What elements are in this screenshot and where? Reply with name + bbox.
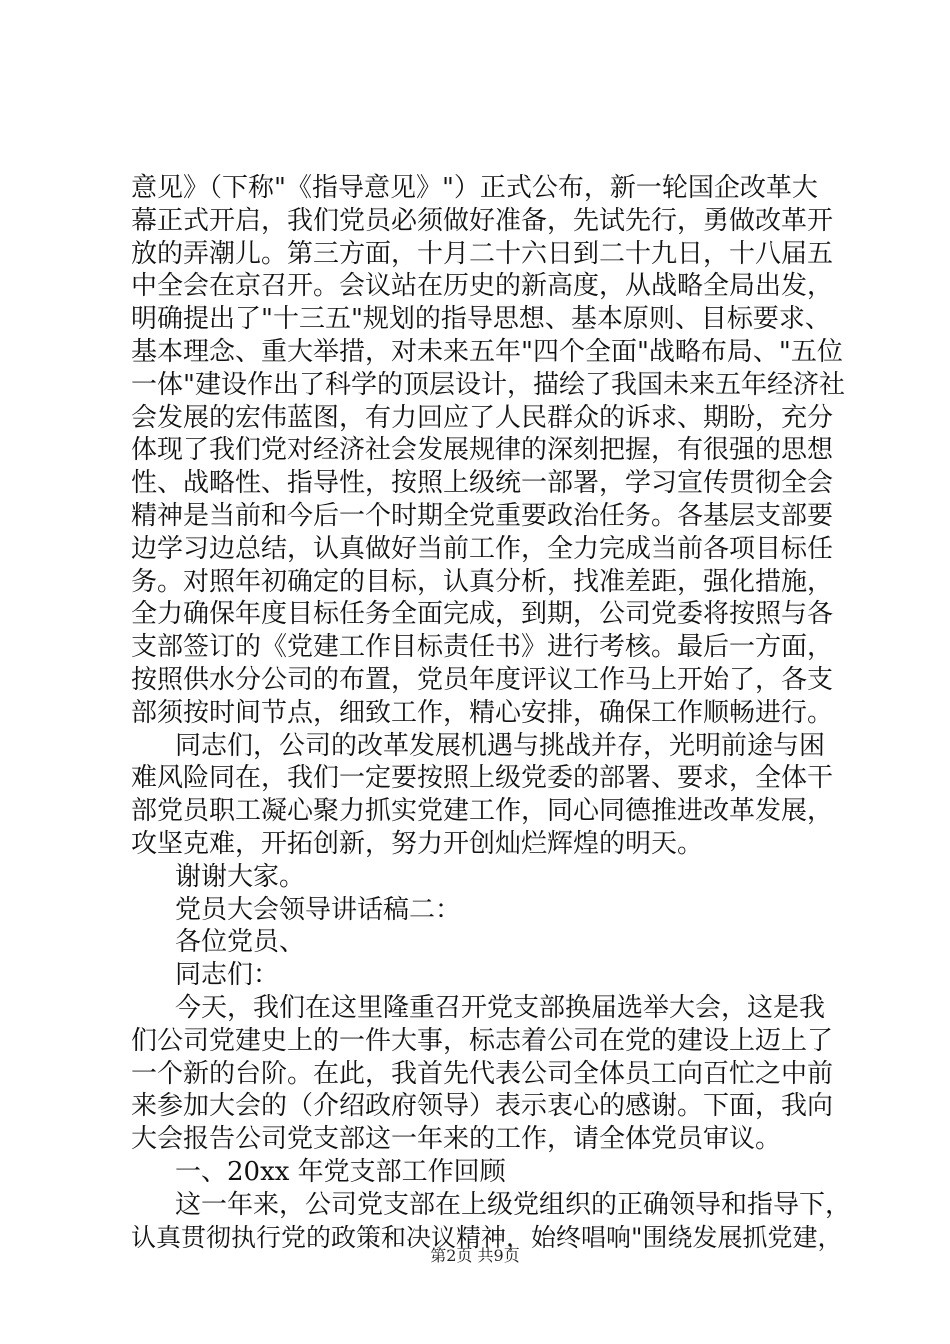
text-line: 攻坚克难，开拓创新，努力开创灿烂辉煌的明天。 <box>131 828 704 859</box>
text-line: 中全会在京召开。会议站在历史的新高度，从战略全局出发， <box>131 271 834 302</box>
text-line: 放的弄潮儿。第三方面，十月二十六日到二十九日，十八届五 <box>131 238 834 269</box>
text-line: 全力确保年度目标任务全面完成，到期，公司党委将按照与各 <box>131 599 834 630</box>
text-line: 党员大会领导讲话稿二： <box>175 894 462 925</box>
page-footer: 第2页 共9页 <box>430 1246 520 1265</box>
text-line: 支部签订的《党建工作目标责任书》进行考核。最后一方面， <box>131 632 834 663</box>
text-line: 明确提出了"十三五"规划的指导思想、基本原则、目标要求、 <box>131 304 831 335</box>
text-line: 幕正式开启，我们党员必须做好准备，先试先行，勇做改革开 <box>131 205 834 236</box>
text-line: 来参加大会的（介绍政府领导）表示衷心的感谢。下面，我向 <box>131 1091 834 1122</box>
text-line: 们公司党建史上的一件大事，标志着公司在党的建设上迈上了 <box>131 1025 834 1056</box>
text-line: 各位党员、 <box>175 927 306 958</box>
text-line: 精神是当前和今后一个时期全党重要政治任务。各基层支部要 <box>131 500 834 531</box>
text-line: 边学习边总结，认真做好当前工作，全力完成当前各项目标任 <box>131 533 834 564</box>
text-line: 一、20xx 年党支部工作回顾 <box>175 1156 506 1187</box>
text-line: 务。对照年初确定的目标，认真分析，找准差距，强化措施， <box>131 566 834 597</box>
text-line: 按照供水分公司的布置，党员年度评议工作马上开始了，各支 <box>131 664 834 695</box>
text-line: 会发展的宏伟蓝图，有力回应了人民群众的诉求、期盼，充分 <box>131 402 834 433</box>
text-line: 基本理念、重大举措，对未来五年"四个全面"战略布局、"五位 <box>131 336 843 367</box>
text-line: 今天，我们在这里隆重召开党支部换届选举大会，这是我 <box>175 992 826 1023</box>
text-line: 大会报告公司党支部这一年来的工作，请全体党员审议。 <box>131 1124 782 1155</box>
text-line: 一个新的台阶。在此，我首先代表公司全体员工向百忙之中前 <box>131 1058 834 1089</box>
text-line: 同志们： <box>175 960 280 991</box>
text-line: 难风险同在，我们一定要按照上级党委的部署、要求，全体干 <box>131 763 834 794</box>
text-line: 这一年来，公司党支部在上级党组织的正确领导和指导下， <box>175 1189 852 1220</box>
text-line: 谢谢大家。 <box>175 861 306 892</box>
text-line: 同志们，公司的改革发展机遇与挑战并存，光明前途与困 <box>175 730 826 761</box>
text-line: 意见》（下称"《指导意见》"）正式公布，新一轮国企改革大 <box>131 173 818 203</box>
text-line: 一体"建设作出了科学的顶层设计，描绘了我国未来五年经济社 <box>131 369 845 400</box>
text-line: 部须按时间节点，细致工作，精心安排，确保工作顺畅进行。 <box>131 697 834 728</box>
text-line: 部党员职工凝心聚力抓实党建工作，同心同德推进改革发展， <box>131 796 834 827</box>
text-line: 体现了我们党对经济社会发展规律的深刻把握，有很强的思想 <box>131 435 834 466</box>
text-line: 认真贯彻执行党的政策和决议精神，始终唱响"围绕发展抓党建， <box>131 1222 843 1252</box>
document-body <box>131 172 851 1254</box>
text-line: 性、战略性、指导性，按照上级统一部署，学习宣传贯彻全会 <box>131 468 834 499</box>
